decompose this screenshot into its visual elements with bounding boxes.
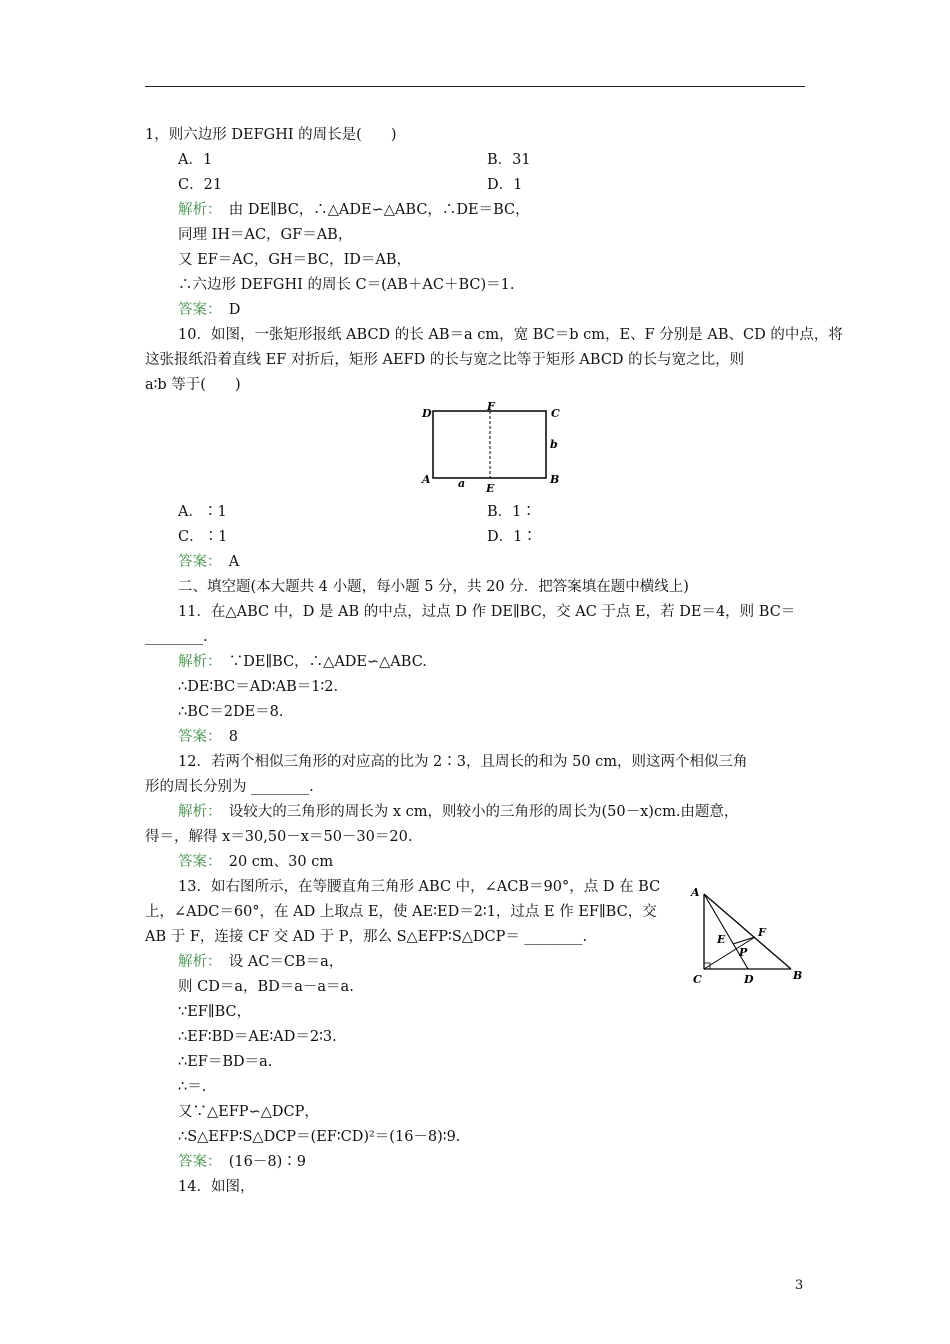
text-line: ∴六边形 DEFGHI 的周长 C＝(AB＋AC＋BC)＝1. bbox=[178, 277, 515, 293]
label-a: A bbox=[422, 473, 431, 486]
option-a: A．1 bbox=[178, 152, 213, 168]
analysis-text: ∵DE∥BC，∴△ADE∽△ABC. bbox=[214, 654, 427, 670]
answer-label: 答案： bbox=[178, 854, 215, 870]
option-a: A．∶1 bbox=[178, 504, 227, 520]
analysis-line bbox=[178, 200, 530, 220]
text-line: 同理 IH＝AC，GF＝AB， bbox=[178, 227, 353, 243]
text-line: 又 EF＝AC，GH＝BC，ID＝AB， bbox=[178, 252, 412, 268]
label-b: B bbox=[550, 473, 560, 486]
answer-label: 答案： bbox=[178, 1154, 215, 1170]
answer-text: 8 bbox=[214, 729, 238, 745]
label-b-side: b bbox=[550, 438, 558, 451]
text-line: 又∵△EFP∽△DCP， bbox=[178, 1104, 319, 1120]
answer-line bbox=[178, 300, 240, 320]
segment-ef bbox=[733, 937, 755, 944]
answer-line bbox=[178, 552, 239, 572]
text-line: 这张报纸沿着直线 EF 对折后，矩形 AEFD 的长与宽之比等于矩形 ABCD 的长与宽之比，则 bbox=[145, 352, 745, 368]
text-line: 得＝，解得 x＝30,50－x＝50－30＝20. bbox=[145, 829, 413, 845]
text-line: a∶b 等于( ) bbox=[145, 377, 241, 393]
text-line: ∴＝. bbox=[178, 1079, 207, 1095]
section-heading: 二、填空题(本大题共 4 小题，每小题 5 分，共 20 分．把答案填在题中横线上) bbox=[178, 579, 689, 595]
question-13: 13．如右图所示，在等腰直角三角形 ABC 中，∠ACB＝90°，点 D 在 BC bbox=[178, 879, 661, 895]
answer-text: D bbox=[214, 302, 241, 318]
text-line: ∴EF∶BD＝AE∶AD＝2∶3. bbox=[178, 1029, 337, 1045]
answer-line bbox=[178, 1152, 306, 1172]
answer-text: A bbox=[214, 554, 240, 570]
question-10: 10．如图，一张矩形报纸 ABCD 的长 AB＝a cm，宽 BC＝b cm，E、F 分别是 AB、CD 的中点，将 bbox=[178, 327, 843, 343]
analysis-text: 设较大的三角形的周长为 x cm，则较小的三角形的周长为(50－x)cm.由题意， bbox=[214, 804, 739, 820]
label-b: B bbox=[793, 969, 803, 982]
answer-line bbox=[178, 852, 333, 872]
option-b: B．1∶ bbox=[487, 504, 536, 520]
text-line: ∴DE∶BC＝AD∶AB＝1∶2. bbox=[178, 679, 339, 695]
label-d: D bbox=[744, 973, 754, 986]
label-e: E bbox=[717, 933, 726, 946]
text-line: ________. bbox=[145, 629, 208, 645]
page-number: 3 bbox=[795, 1278, 804, 1293]
option-d: D．1 bbox=[487, 177, 523, 193]
label-c: C bbox=[693, 973, 702, 986]
text-line: ∴S△EFP∶S△DCP＝(EF∶CD)²＝(16－8)∶9. bbox=[178, 1129, 461, 1145]
segment-cf bbox=[704, 937, 755, 969]
text-line: 1，则六边形 DEFGHI 的周长是( ) bbox=[145, 127, 397, 143]
answer-label: 答案： bbox=[178, 554, 215, 570]
option-d: D．1∶ bbox=[487, 529, 537, 545]
rectangle-figure bbox=[415, 400, 565, 495]
label-e: E bbox=[486, 482, 495, 495]
label-a-side: a bbox=[458, 477, 466, 490]
analysis-text: 设 AC＝CB＝a， bbox=[214, 954, 344, 970]
answer-text: (16－8)∶9 bbox=[214, 1154, 306, 1170]
label-f: F bbox=[758, 926, 766, 939]
analysis-line bbox=[178, 652, 427, 672]
header-rule bbox=[145, 86, 805, 87]
analysis-label: 解析： bbox=[178, 202, 215, 218]
triangle-figure bbox=[688, 882, 808, 987]
analysis-line bbox=[178, 952, 343, 972]
text-line: 上，∠ADC＝60°，在 AD 上取点 E，使 AE∶ED＝2∶1，过点 E 作 EF∥BC，交 bbox=[145, 904, 657, 920]
answer-label: 答案： bbox=[178, 729, 215, 745]
analysis-label: 解析： bbox=[178, 954, 215, 970]
answer-line bbox=[178, 727, 238, 747]
question-11: 11．在△ABC 中，D 是 AB 的中点，过点 D 作 DE∥BC，交 AC 于点 E，若 DE＝4，则 BC＝ bbox=[178, 604, 796, 620]
side-ab bbox=[704, 894, 791, 969]
label-a: A bbox=[691, 886, 700, 899]
question-12: 12．若两个相似三角形的对应高的比为 2∶3，且周长的和为 50 cm，则这两个相似三角 bbox=[178, 754, 748, 770]
answer-text: 20 cm、30 cm bbox=[214, 854, 334, 870]
option-b: B．31 bbox=[487, 152, 531, 168]
text-line: ∴BC＝2DE＝8. bbox=[178, 704, 284, 720]
question-14: 14．如图， bbox=[178, 1179, 255, 1195]
analysis-label: 解析： bbox=[178, 654, 215, 670]
analysis-label: 解析： bbox=[178, 804, 215, 820]
label-d: D bbox=[422, 407, 432, 420]
label-p: P bbox=[739, 946, 748, 959]
text-line: 则 CD＝a，BD＝a－a＝a. bbox=[178, 979, 354, 995]
text-line: ∴EF＝BD＝a. bbox=[178, 1054, 273, 1070]
option-c: C．21 bbox=[178, 177, 223, 193]
text-line: AB 于 F，连接 CF 交 AD 于 P，那么 S△EFP∶S△DCP＝ ________. bbox=[145, 929, 588, 945]
analysis-text: 由 DE∥BC，∴△ADE∽△ABC，∴DE＝BC， bbox=[214, 202, 530, 218]
label-c: C bbox=[551, 407, 560, 420]
option-c: C．∶1 bbox=[178, 529, 228, 545]
answer-label: 答案： bbox=[178, 302, 215, 318]
text-line: 形的周长分别为 ________. bbox=[145, 779, 314, 795]
text-line: ∵EF∥BC， bbox=[178, 1004, 252, 1020]
label-f: F bbox=[487, 400, 495, 413]
analysis-line bbox=[178, 802, 738, 822]
